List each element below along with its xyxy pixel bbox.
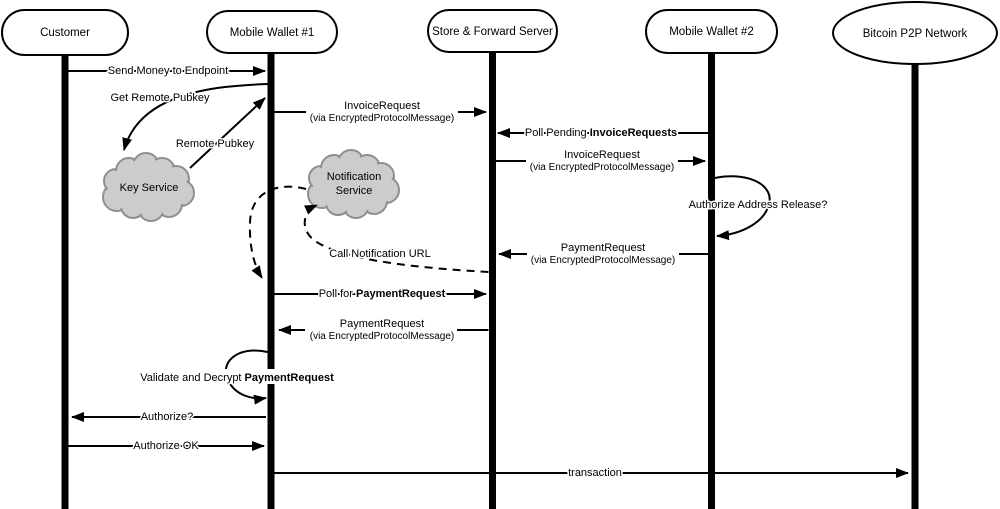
cloud-notification-service <box>308 150 399 218</box>
lifeline-mobile-wallet-2 <box>708 52 715 509</box>
message-payment-request-to-server-sublabel: (via EncryptedProtocolMessage) <box>530 255 676 266</box>
message-invoice-request-2-label: InvoiceRequest <box>564 149 640 161</box>
message-poll-for-payment-label: Poll for PaymentRequest <box>318 288 446 300</box>
message-invoice-request-2-sublabel: (via EncryptedProtocolMessage) <box>529 162 675 173</box>
actor-store-forward-server-label: Store & Forward Server <box>432 26 553 38</box>
actor-mobile-wallet-1-label: Mobile Wallet #1 <box>229 27 315 39</box>
actor-customer-label: Customer <box>40 27 90 39</box>
message-validate-decrypt-label: Validate and Decrypt PaymentRequest <box>140 372 334 384</box>
message-remote-pubkey-label: Remote Pubkey <box>175 138 255 150</box>
message-authorize-ok-label: Authorize OK <box>133 440 199 452</box>
actor-mobile-wallet-2-label: Mobile Wallet #2 <box>669 26 754 38</box>
actor-bitcoin-p2p-network-label: Bitcoin P2P Network <box>862 28 968 40</box>
cloud-notification-service-label-line2: Service <box>335 185 373 197</box>
message-authorize-q-label: Authorize? <box>140 411 194 423</box>
message-payment-request-to-wallet1-label: PaymentRequest <box>339 318 425 330</box>
lifeline-bitcoin-p2p-network <box>912 62 919 509</box>
message-transaction-label: transaction <box>568 467 622 479</box>
cloud-key-service-label: Key Service <box>119 182 179 194</box>
message-authorize-address-release-label: Authorize Address Release? <box>688 199 828 211</box>
lifeline-store-forward-server <box>489 51 496 509</box>
message-invoice-request-1-label: InvoiceRequest <box>344 100 420 112</box>
message-notify-wallet1-arrow <box>250 187 306 278</box>
message-remote-pubkey-arrow <box>190 98 265 168</box>
message-invoice-request-1-sublabel: (via EncryptedProtocolMessage) <box>309 113 455 124</box>
message-call-notification-url-label: Call Notification URL <box>329 248 431 260</box>
message-get-remote-pubkey-label: Get Remote Pubkey <box>110 92 210 104</box>
lifeline-mobile-wallet-1 <box>268 52 275 509</box>
lifeline-customer <box>62 54 69 509</box>
message-payment-request-to-wallet1-sublabel: (via EncryptedProtocolMessage) <box>309 331 455 342</box>
message-poll-pending-label: Poll Pending InvoiceRequests <box>524 127 678 139</box>
message-payment-request-to-server-label: PaymentRequest <box>560 242 646 254</box>
message-call-notification-url-arrow <box>305 205 489 272</box>
cloud-notification-service-label-line1: Notification <box>326 171 382 183</box>
message-send-money-label: Send Money to Endpoint <box>107 65 229 77</box>
